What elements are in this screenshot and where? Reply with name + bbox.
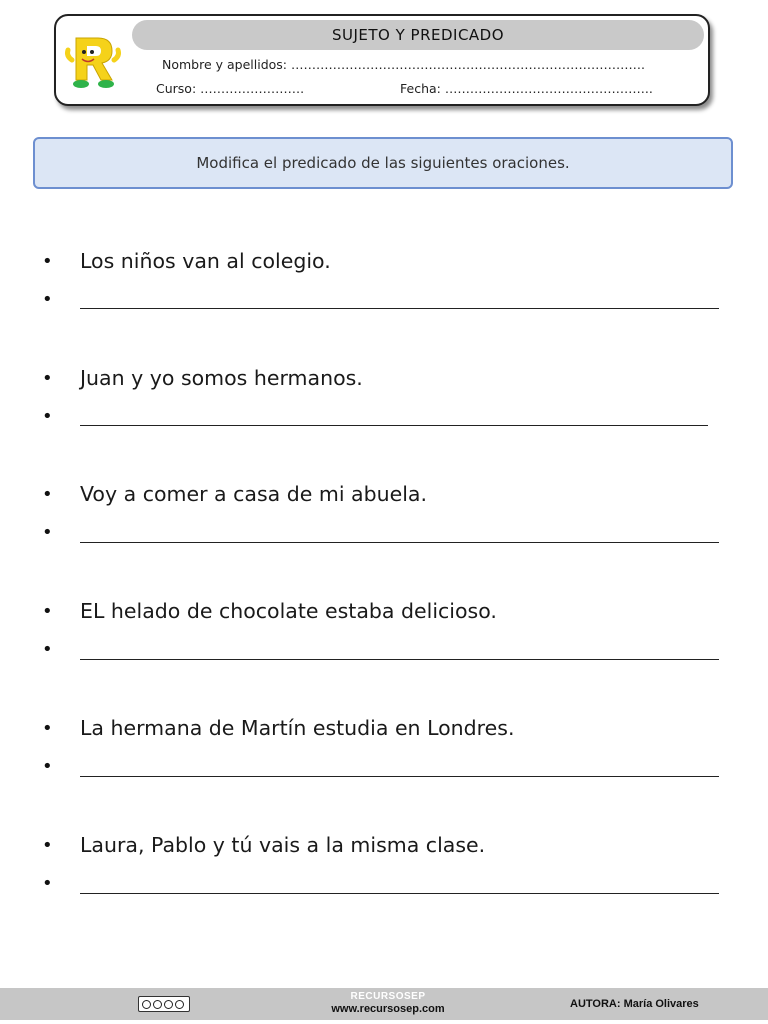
answer-line-3[interactable] bbox=[80, 542, 719, 543]
answer-bullet: • bbox=[42, 522, 53, 543]
worksheet-title bbox=[132, 20, 704, 50]
exercise-sentence-6: Laura, Pablo y tú vais a la misma clase. bbox=[80, 833, 486, 857]
name-dots: …………………………………………………………………………. bbox=[291, 57, 645, 72]
worksheet-title-text: SUJETO Y PREDICADO bbox=[331, 26, 505, 44]
instruction-text: Modifica el predicado de las siguientes oraciones. bbox=[196, 154, 570, 172]
sentence-bullet: • bbox=[42, 251, 53, 272]
answer-bullet: • bbox=[42, 873, 53, 894]
date-label: Fecha: bbox=[400, 81, 441, 96]
sentence-bullet: • bbox=[42, 835, 53, 856]
sentence-bullet: • bbox=[42, 718, 53, 739]
answer-line-1[interactable] bbox=[80, 308, 719, 309]
sentence-bullet: • bbox=[42, 484, 53, 505]
exercise-sentence-2: Juan y yo somos hermanos. bbox=[80, 366, 363, 390]
date-field[interactable] bbox=[400, 81, 653, 96]
answer-line-2[interactable] bbox=[80, 425, 708, 426]
answer-bullet: • bbox=[42, 289, 53, 310]
name-field[interactable] bbox=[162, 57, 645, 72]
answer-bullet: • bbox=[42, 406, 53, 427]
answer-line-6[interactable] bbox=[80, 893, 719, 894]
course-dots: ……………………. bbox=[200, 81, 305, 96]
sentence-bullet: • bbox=[42, 601, 53, 622]
answer-bullet: • bbox=[42, 639, 53, 660]
date-dots: ………………………………………….. bbox=[444, 81, 653, 96]
exercise-sentence-5: La hermana de Martín estudia en Londres. bbox=[80, 716, 515, 740]
exercise-sentence-4: EL helado de chocolate estaba delicioso. bbox=[80, 599, 497, 623]
footer bbox=[0, 988, 768, 1020]
header-card bbox=[54, 14, 710, 106]
exercise-sentence-1: Los niños van al colegio. bbox=[80, 249, 331, 273]
answer-bullet: • bbox=[42, 756, 53, 777]
exercise-sentence-3: Voy a comer a casa de mi abuela. bbox=[80, 482, 427, 506]
course-label: Curso: bbox=[156, 81, 197, 96]
answer-line-5[interactable] bbox=[80, 776, 719, 777]
footer-brand: RECURSOSEP bbox=[350, 991, 426, 1002]
creative-commons-icon bbox=[138, 996, 190, 1012]
letter-r-mascot-icon bbox=[62, 30, 124, 92]
course-field[interactable] bbox=[156, 81, 304, 96]
answer-line-4[interactable] bbox=[80, 659, 719, 660]
footer-site-link[interactable]: www.recursosep.com bbox=[331, 1003, 445, 1015]
sentence-bullet: • bbox=[42, 368, 53, 389]
footer-author: AUTORA: María Olivares bbox=[570, 998, 699, 1010]
instruction-box bbox=[33, 137, 733, 189]
name-label: Nombre y apellidos: bbox=[162, 57, 288, 72]
